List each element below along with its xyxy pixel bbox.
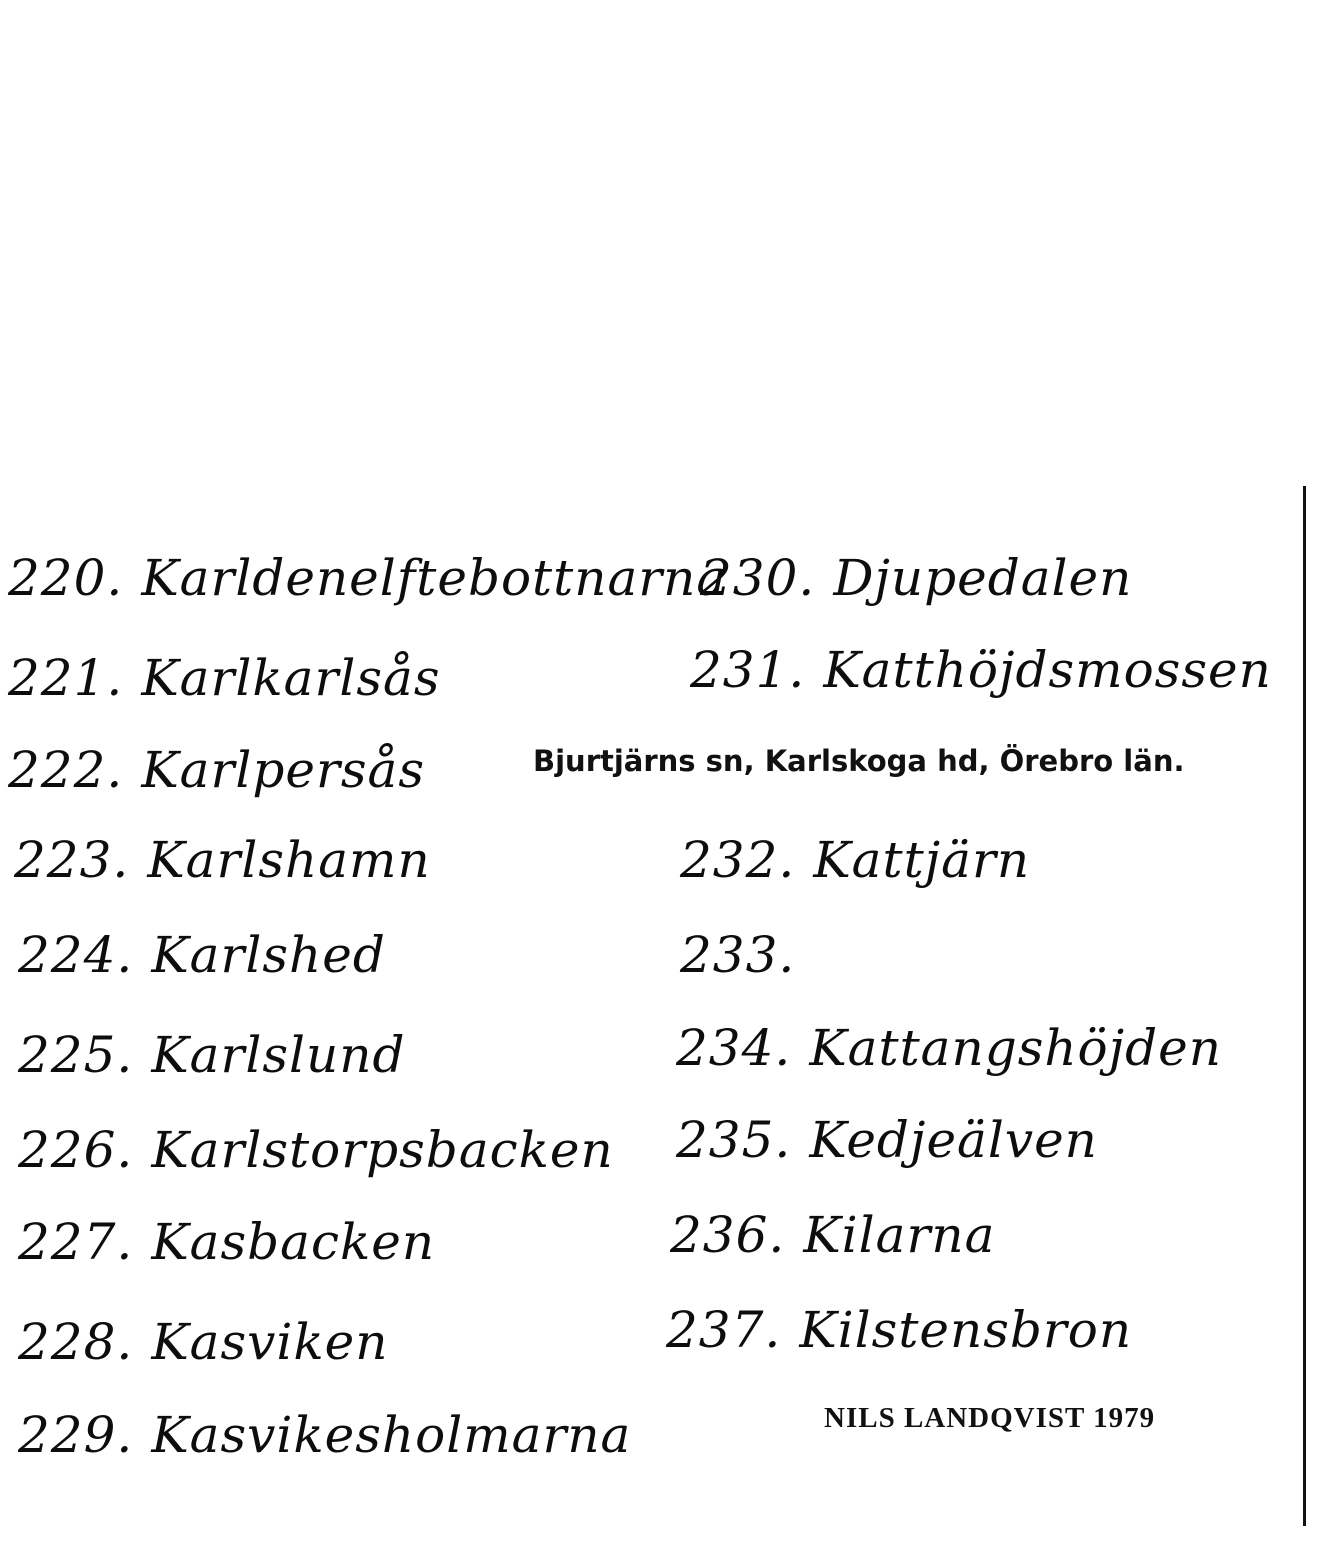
entry-place-name: Kasviken (151, 1313, 389, 1371)
entry-237 (666, 1300, 1132, 1360)
entry-place-name: Karlpersås (141, 741, 426, 799)
entry-place-name: Karlkarlsås (141, 649, 441, 707)
entry-place-name: Kilstensbron (799, 1301, 1133, 1359)
entry-220 (8, 548, 727, 608)
entry-226 (18, 1120, 614, 1180)
entry-233 (680, 925, 813, 985)
entry-place-name: Karlstorpsbacken (151, 1121, 614, 1179)
entry-224 (18, 925, 386, 985)
entry-number: 224. (18, 926, 134, 984)
entry-number: 236. (670, 1206, 786, 1264)
entry-223 (14, 830, 431, 890)
entry-number: 223. (14, 831, 130, 889)
entry-number: 233. (680, 926, 796, 984)
entry-place-name: Kilarna (803, 1206, 996, 1264)
entry-place-name: Kedjeälven (809, 1111, 1098, 1169)
entry-number: 234. (676, 1019, 792, 1077)
location-caption: Bjurtjärns sn, Karlskoga hd, Örebro län. (533, 744, 1185, 778)
entry-222 (8, 740, 425, 800)
entry-place-name: Karldenelftebottnarna (141, 549, 728, 607)
entry-229 (18, 1405, 631, 1465)
entry-number: 220. (8, 549, 124, 607)
entry-235 (676, 1110, 1098, 1170)
entry-place-name: Karlshamn (147, 831, 431, 889)
entry-number: 230. (700, 549, 816, 607)
entry-number: 231. (690, 641, 806, 699)
entry-number: 228. (18, 1313, 134, 1371)
entry-232 (680, 830, 1030, 890)
entry-place-name: Kattangshöjden (809, 1019, 1222, 1077)
entry-place-name: Kattjärn (813, 831, 1031, 889)
entry-place-name: Kasbacken (151, 1213, 436, 1271)
entry-place-name: Djupedalen (833, 549, 1133, 607)
entry-221 (8, 648, 441, 708)
entry-227 (18, 1212, 435, 1272)
entry-number: 237. (666, 1301, 782, 1359)
card-edge-line (1303, 486, 1306, 1526)
entry-number: 227. (18, 1213, 134, 1271)
entry-number: 221. (8, 649, 124, 707)
entry-number: 229. (18, 1406, 134, 1464)
entry-place-name: Kasvikesholmarna (151, 1406, 632, 1464)
entry-number: 232. (680, 831, 796, 889)
collector-stamp: NILS LANDQVIST 1979 (824, 1402, 1156, 1434)
entry-place-name: Katthöjdsmossen (823, 641, 1272, 699)
entry-number: 235. (676, 1111, 792, 1169)
entry-number: 225. (18, 1026, 134, 1084)
entry-place-name: Karlshed (151, 926, 386, 984)
entry-place-name: Karlslund (151, 1026, 406, 1084)
entry-228 (18, 1312, 388, 1372)
entry-231 (690, 640, 1272, 700)
entry-number: 222. (8, 741, 124, 799)
entry-225 (18, 1025, 405, 1085)
entry-number: 226. (18, 1121, 134, 1179)
entry-236 (670, 1205, 995, 1265)
entry-234 (676, 1018, 1222, 1078)
entry-230 (700, 548, 1132, 608)
